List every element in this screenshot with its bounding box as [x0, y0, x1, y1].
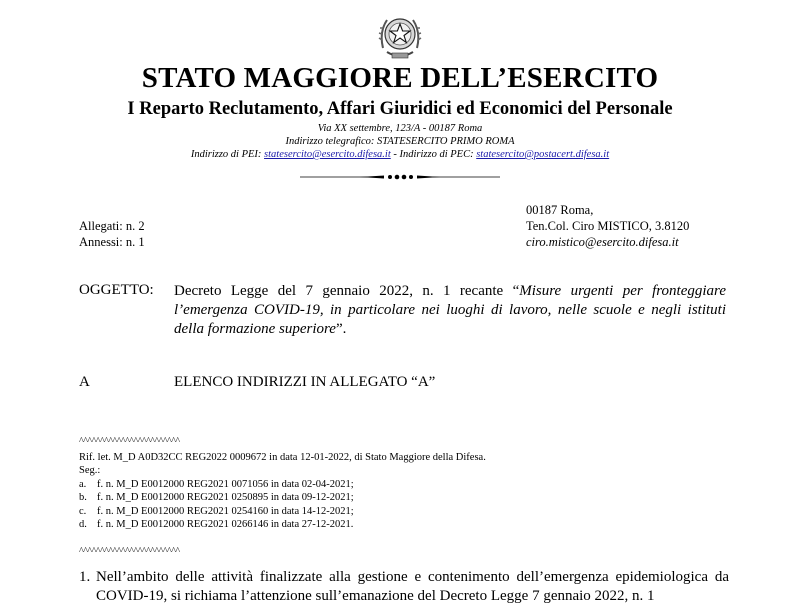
- sender-email: ciro.mistico@esercito.difesa.it: [526, 235, 679, 249]
- recipient-text: ELENCO INDIRIZZI IN ALLEGATO “A”: [174, 374, 436, 390]
- pei-email-link[interactable]: statesercito@esercito.difesa.it: [264, 149, 391, 160]
- sender-city: 00187 Roma,: [526, 203, 594, 217]
- oggetto-title: Misure urgenti per fronteggiare l’emergenza COVID-19, in particolare nei luoghi di lavoro, nelle scuole e negli istituti della formazione superiore: [174, 283, 726, 337]
- paragraph-text: Nell’ambito delle attività finalizzate alla gestione e contenimento dell’emergenza epidemiologica da COVID-19, si richiama l’attenzione sull’emanazione del Decreto Legge 7 gennaio 2022, n. 1: [96, 569, 729, 604]
- separator-bottom: ^^^^^^^^^^^^^^^^^^^^^^^^: [79, 546, 180, 557]
- oggetto-text: [174, 282, 726, 339]
- list-item: a. f. n. M_D E0012000 REG2021 0071056 in data 02-04-2021;: [79, 478, 354, 490]
- italian-republic-emblem-icon: [377, 10, 423, 62]
- reference-rif: Rif. let. M_D A0D32CC REG2022 0009672 in data 12-01-2022, di Stato Maggiore della Difesa.: [79, 452, 486, 463]
- header-address: Via XX settembre, 123/A - 00187 Roma: [317, 123, 483, 134]
- list-item: c. f. n. M_D E0012000 REG2021 0254160 in data 14-12-2021;: [79, 505, 354, 517]
- references-block: [79, 451, 486, 531]
- header-email-line: [0, 149, 800, 160]
- reference-seg: Seg.:: [79, 465, 101, 477]
- pei-label: Indirizzo di PEI:: [190, 149, 262, 160]
- separator-top: ^^^^^^^^^^^^^^^^^^^^^^^^: [79, 436, 180, 447]
- oggetto-prefix: Decreto Legge del 7 gennaio 2022, n. 1 recante “: [174, 283, 520, 299]
- pec-label: - Indirizzo di PEC:: [390, 149, 474, 160]
- ornament-divider-icon: [300, 171, 500, 183]
- header-telegraphic: Indirizzo telegrafico: STATESERCITO PRIMO ROMA: [285, 136, 515, 147]
- sender-contact: Ten.Col. Ciro MISTICO, 3.8120: [526, 219, 690, 233]
- pec-email-link[interactable]: statesercito@postacert.difesa.it: [476, 149, 610, 160]
- paragraph-number: 1.: [79, 569, 91, 585]
- org-subtitle: I Reparto Reclutamento, Affari Giuridici ed Economici del Personale: [127, 99, 673, 119]
- allegati-text: Allegati: n. 2: [79, 219, 145, 233]
- org-title: STATO MAGGIORE DELL’ESERCITO: [141, 62, 659, 94]
- oggetto-suffix: ”.: [335, 321, 347, 337]
- body-paragraph: [79, 568, 729, 606]
- list-item: d. f. n. M_D E0012000 REG2021 0266146 in data 27-12-2021.: [79, 519, 354, 531]
- annessi-text: Annessi: n. 1: [79, 235, 145, 249]
- recipient-label: A: [79, 374, 90, 390]
- list-item: b. f. n. M_D E0012000 REG2021 0250895 in data 09-12-2021;: [79, 492, 354, 504]
- oggetto-label: OGGETTO:: [79, 282, 154, 298]
